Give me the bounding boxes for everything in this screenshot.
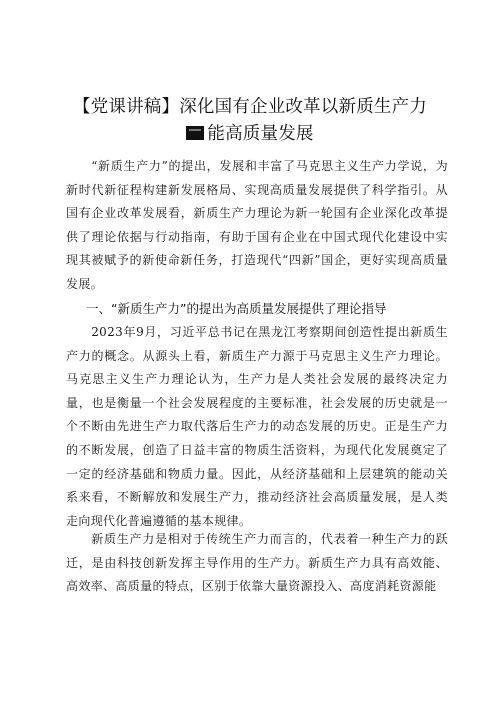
document-title-line-2	[40, 120, 460, 148]
document-title-line-1: 【党课讲稿】深化国有企业改革以新质生产力	[73, 97, 427, 117]
intro-paragraph: “新质生产力”的提出，发展和丰富了马克思主义生产力学说，为新时代新征程构建新发展格局、实现高质量发展提供了科学指引。从国有企业改革发展看，新质生产力理论为新一轮国有企业深化改革提供了理论依据与行动指南，有助于国有企业在中国式现代化建设中实现其被赋予的新使命新任务，打造现代“四新”国企，更好实现高质量发展。	[66, 159, 448, 291]
section-paragraph-2: 新质生产力是相对于传统生产力而言的，代表着一种生产力的跃迁，是由科技创新发挥主导作用的生产力。新质生产力具有高效能、高效率、高质量的特点，区别于依靠大量资源投入、高度消耗资源能	[66, 532, 448, 594]
section-paragraph-1: 2023年9月，习近平总书记在黑龙江考察期间创造性提出新质生产力的概念。从源头上看，新质生产力源于马克思主义生产力理论。马克思主义生产力理论认为，生产力是人类社会发展的最终决定力量，也是衡量一个社会发展程度的主要标准，社会发展的历史就是一个不断由先进生产力取代落后生产力的动态发展的历史。正是生产力的不断发展，创造了日益丰富的物质生活资料，为现代化发展奠定了一定的经济基础和物质力量。因此，从经济基础和上层建筑的能动关系来看，不断解放和发展生产力，推动经济社会高质量发展，是人类走向现代化普遍遵循的基本规律。	[66, 325, 448, 528]
document-title-line-2-text: 能高质量发展	[207, 124, 314, 144]
section-heading: 一、“新质生产力”的提出为高质量发展提供了理论指导	[86, 301, 387, 316]
title-redaction-mark	[186, 126, 204, 140]
